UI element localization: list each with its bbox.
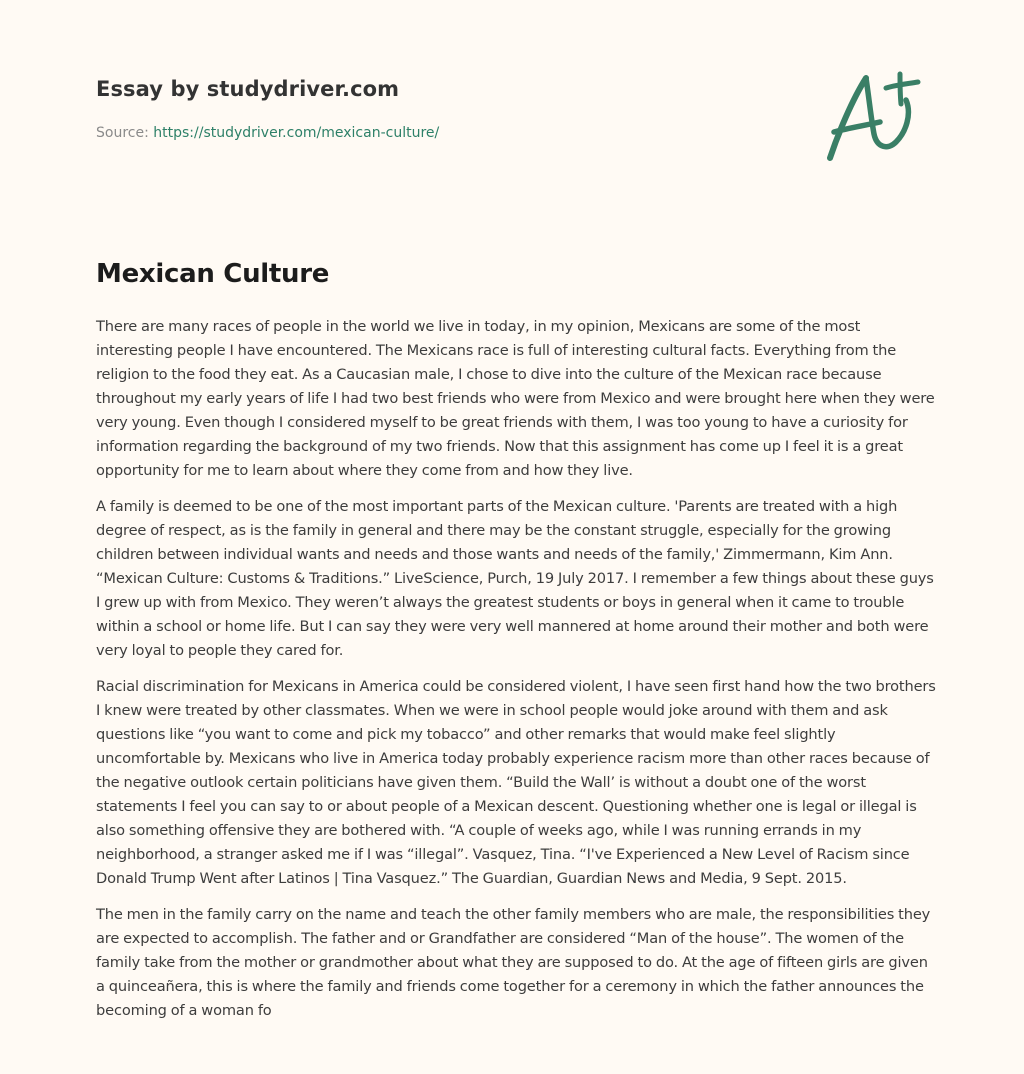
paragraph: Racial discrimination for Mexicans in America could be considered violent, I have seen first hand how the two brothers I knew were treated by other classmates. When we were in school people would joke around with them and ask questions like “you want to come and pick my tobacco” and other remarks that would make feel slightly uncomfortable by. Mexicans who live in America today probably experience racism more than other races because of the negative outlook certain politicians have given them. “Build the Wall’ is without a doubt one of the worst statements I feel you can say to or about people of a Mexican descent. Questioning whether one is legal or illegal is also something offensive they are bothered with. “A couple of weeks ago, while I was running errands in my neighborhood, a stranger asked me if I was “illegal”. Vasquez, Tina. “I've Experienced a New Level of Racism since Donald Trump Went after Latinos | Tina Vasquez.” The Guardian, Guardian News and Media, 9 Sept. 2015. (96, 678, 936, 887)
paragraph: There are many races of people in the world we live in today, in my opinion, Mexicans are some of the most interesting people I have encountered. The Mexicans race is full of interesting cultural facts. Everything from the religion to the food they eat. As a Caucasian male, I chose to dive into the culture of the Mexican race because throughout my early years of life I had two best friends who were from Mexico and were brought here when they were very young. Even though I considered myself to be great friends with them, I was too young to have a curiosity for information regarding the background of my two friends. Now that this assignment has come up I feel it is a great opportunity for me to learn about where they come from and how they live. (96, 318, 935, 479)
site-title: Essay by studydriver.com (96, 77, 400, 101)
paragraph: A family is deemed to be one of the most important parts of the Mexican culture. 'Parents are treated with a high degree of respect, as is the family in general and there may be the constant struggle, especially for the growing children between individual wants and needs and those wants and needs of the family,' Zimmermann, Kim Ann. “Mexican Culture: Customs & Traditions.” LiveScience, Purch, 19 July 2017. I remember a few things about these guys I grew up with from Mexico. They weren’t always the greatest students or boys in general when it came to trouble within a school or home life. But I can say they were very well mannered at home around their mother and both were very loyal to people they cared for. (96, 498, 934, 659)
source-line (96, 123, 928, 143)
essay-body (96, 315, 936, 1035)
source-label: Source: (96, 125, 149, 141)
paragraph: The men in the family carry on the name and teach the other family members who are male, the responsibilities they are expected to accomplish. The father and or Grandfather are considered “Man of the house”. The women of the family take from the mother or grandmother about what they are supposed to do. At the age of fifteen girls are given a quinceañera, this is where the family and friends come together for a ceremony in which the father announces the becoming of a woman fo (96, 906, 931, 1019)
a-plus-grade-icon (822, 68, 930, 166)
document-title: Mexican Culture (96, 259, 330, 289)
source-link[interactable]: https://studydriver.com/mexican-culture/ (153, 125, 440, 141)
essay-header (96, 74, 928, 143)
